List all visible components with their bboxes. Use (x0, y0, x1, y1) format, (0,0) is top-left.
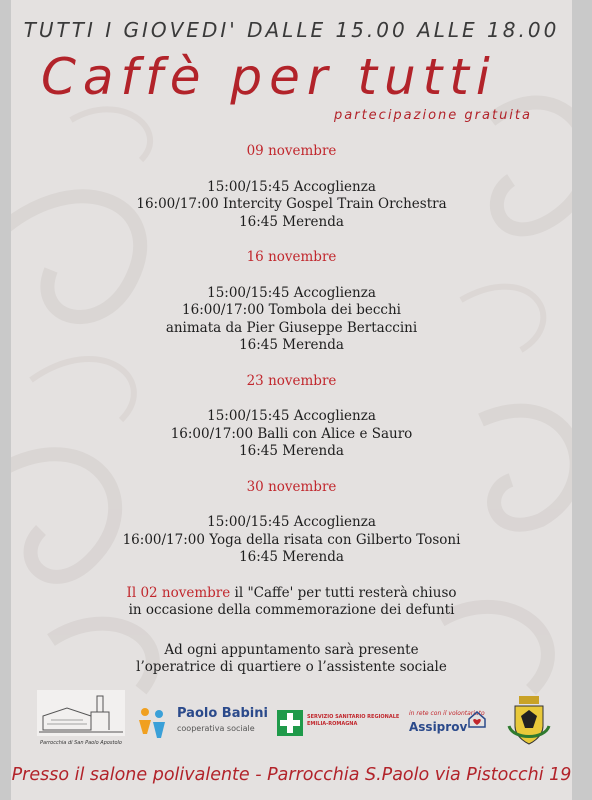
schedule-heading: TUTTI I GIOVEDI' DALLE 15.00 ALLE 18.00 (23, 18, 560, 42)
event-line: 16:00/17:00 Intercity Gospel Train Orchestra (136, 196, 447, 212)
event-line: 16:45 Merenda (239, 337, 344, 353)
page-subtitle: partecipazione gratuita (334, 108, 532, 123)
event-date: 30 novembre (246, 478, 337, 495)
sponsor-logos (11, 690, 572, 750)
event-line: 16:00/17:00 Yoga della risata con Gilberto Tosoni (122, 531, 461, 548)
event-date: 23 novembre (246, 372, 337, 389)
social-worker-notice (11, 642, 572, 677)
event-details (11, 179, 572, 232)
closure-text: il "Caffe' per tutti resterà chiuso (230, 584, 457, 601)
assiprov-tagline: in rete con il volontariato (409, 710, 485, 717)
ssr-line1: SERVIZIO SANITARIO REGIONALE (307, 714, 400, 720)
ssr-logo (277, 690, 400, 748)
babini-subtitle: cooperativa sociale (177, 724, 255, 733)
event-details (11, 285, 572, 355)
babini-logo (135, 690, 268, 748)
event-details (11, 514, 572, 567)
closure-note (11, 585, 572, 620)
house-heart-icon (467, 710, 487, 728)
event-line: 15:00/15:45 Accoglienza (207, 178, 376, 195)
assiprov-logo (409, 690, 489, 748)
cross-icon (277, 710, 303, 736)
program (11, 143, 572, 677)
event-09 (11, 143, 572, 231)
page-title: Caffè per tutti (41, 48, 497, 106)
parrocchia-logo (37, 690, 125, 748)
event-line: 16:00/17:00 Balli con Alice e Sauro (170, 425, 413, 442)
event-30 (11, 479, 572, 567)
assiprov-name: Assiprov (409, 720, 468, 734)
babini-name: Paolo Babini (177, 706, 268, 721)
location-footer: Presso il salone polivalente - Parrocchia S.Paolo via Pistocchi 19 (11, 765, 572, 785)
event-date: 09 novembre (246, 143, 337, 159)
event-line: 16:45 Merenda (239, 443, 344, 459)
event-line: 16:45 Merenda (239, 213, 344, 230)
event-line: 16:45 Merenda (239, 549, 344, 565)
event-23 (11, 373, 572, 461)
event-line: 15:00/15:45 Accoglienza (207, 514, 376, 530)
event-16 (11, 249, 572, 355)
event-line: 15:00/15:45 Accoglienza (207, 408, 376, 424)
event-line: 15:00/15:45 Accoglienza (207, 284, 376, 301)
event-line: 16:00/17:00 Tombola dei becchi (182, 302, 401, 318)
ssr-line2: EMILIA-ROMAGNA (307, 721, 358, 727)
notice-line: Ad ogni appuntamento sarà presente (164, 641, 419, 658)
notice-line: l’operatrice di quartiere o l’assistente sociale (136, 659, 447, 675)
crest-icon (507, 696, 551, 748)
closure-reason: in occasione della commemorazione dei defunti (128, 602, 455, 618)
flyer (11, 0, 572, 800)
coat-of-arms-logo (507, 690, 551, 748)
closure-date: Il 02 novembre (126, 584, 231, 601)
church-icon (37, 690, 125, 736)
event-date: 16 novembre (246, 249, 337, 265)
people-icon (135, 704, 171, 744)
event-details (11, 408, 572, 461)
parrocchia-caption: Parrocchia di San Paolo Apostolo (39, 740, 122, 746)
event-line: animata da Pier Giuseppe Bertaccini (165, 319, 418, 336)
